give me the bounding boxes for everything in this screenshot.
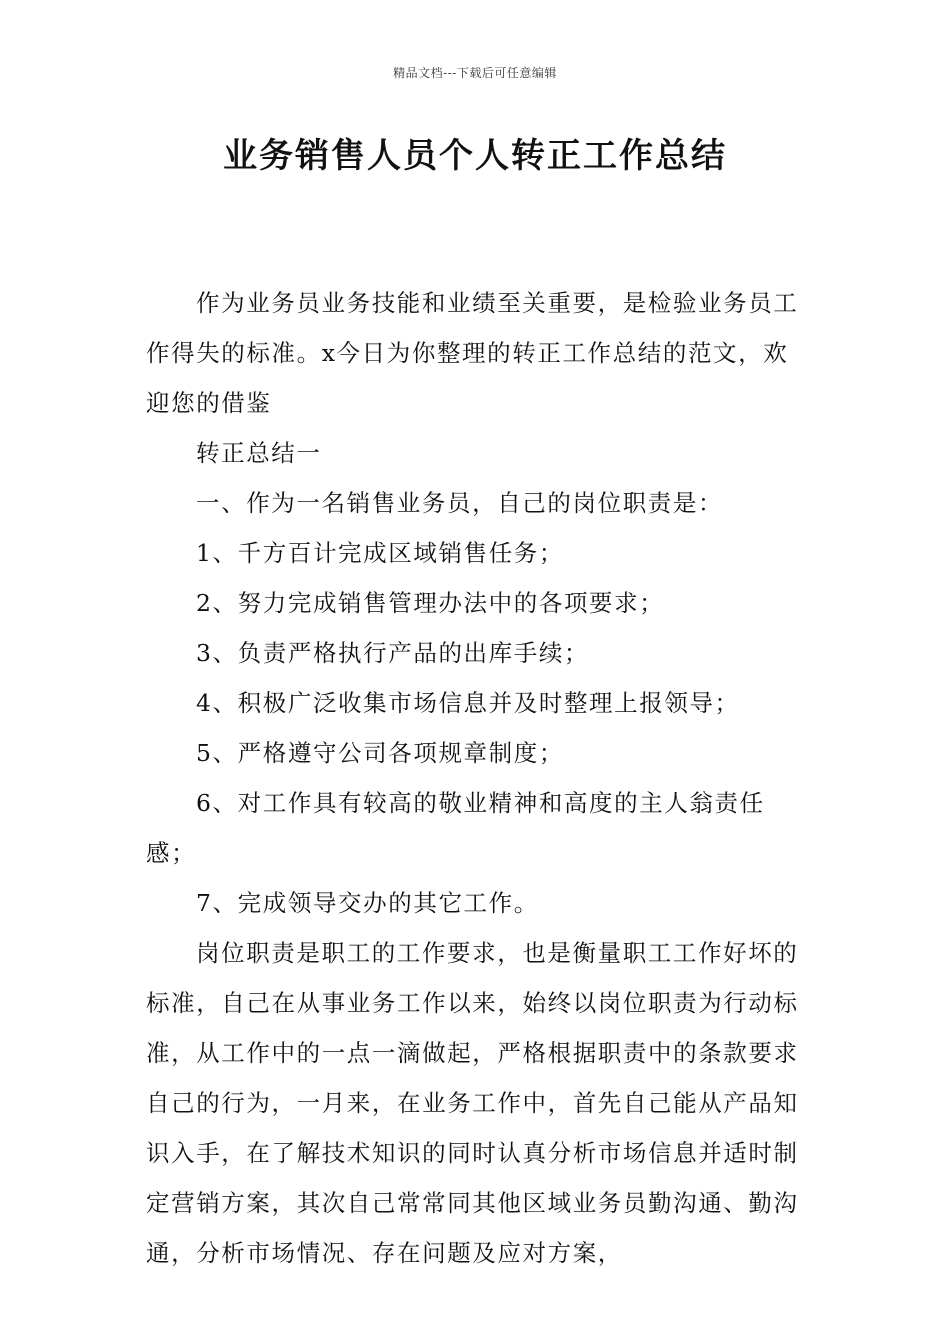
page-header: 精品文档---下载后可任意编辑 [393,66,557,80]
duty-item-2: 2、努力完成销售管理办法中的各项要求； [196,589,665,617]
document-title: 业务销售人员个人转正工作总结 [223,136,727,176]
duty-item-4: 4、积极广泛收集市场信息并及时整理上报领导； [196,689,740,717]
duties-heading: 一、作为一名销售业务员，自己的岗位职责是： [196,489,724,517]
closing-paragraph: 岗位职责是职工的工作要求，也是衡量职工工作好坏的标准，自己在从事业务工作以来，始终以岗位职责为行动标准，从工作中的一点一滴做起，严格根据职责中的条款要求自己的行为，一月来，在业务工作中，首先自己能从产品知识入手，在了解技术知识的同时认真分析市场信息并适时制定营销方案，其次自己常常同其他区域业务员勤沟通、勤沟通，分析市场情况、存在问题及应对方案， [146,939,799,1267]
duty-item-6: 6、对工作具有较高的敬业精神和高度的主人翁责任感； [146,789,765,867]
duty-item-3: 3、负责严格执行产品的出库手续； [196,639,590,667]
duty-item-5: 5、严格遵守公司各项规章制度； [196,739,564,767]
document-body [146,278,811,1278]
section-heading: 转正总结一 [196,439,322,467]
duty-item-1: 1、千方百计完成区域销售任务； [196,539,564,567]
duty-item-7: 7、完成领导交办的其它工作。 [196,889,539,917]
intro-paragraph: 作为业务员业务技能和业绩至关重要，是检验业务员工作得失的标准。x今日为你整理的转正工作总结的范文，欢迎您的借鉴 [146,289,799,417]
